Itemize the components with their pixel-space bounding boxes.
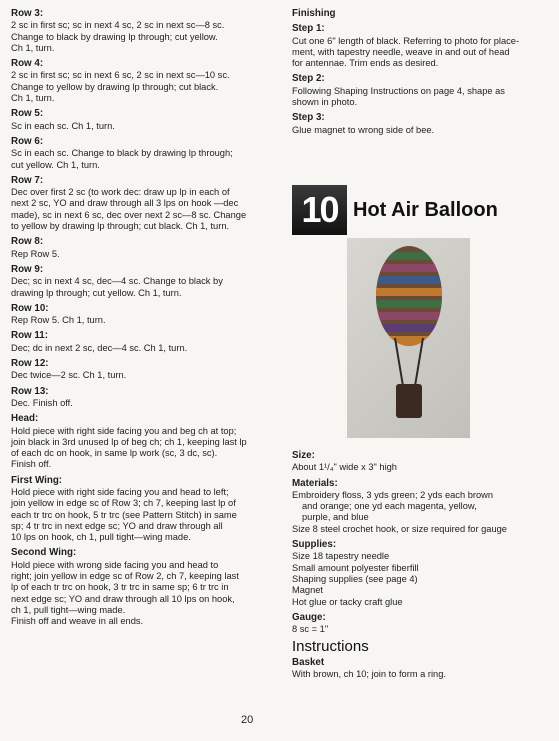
body-line: Hold piece with right side facing you and head to left; (11, 486, 229, 497)
body-line: Magnet (292, 585, 324, 596)
body-line: Glue magnet to wrong side of bee. (292, 124, 435, 135)
body-line: for antennae. Trim ends as desired. (292, 58, 439, 69)
section-heading: Supplies: (292, 539, 337, 551)
section-heading: Row 10: (11, 302, 49, 314)
body-line: Hold piece with wrong side facing you and head to (11, 559, 219, 570)
project-number: 10 (292, 185, 347, 235)
body-line: next 2 sc, YO and draw through all 3 lps on hook —dec (11, 198, 239, 209)
basket-text: With brown, ch 10; join to form a ring. (292, 669, 446, 680)
body-line: About 1¹/₄" wide x 3" high (292, 462, 397, 473)
section-heading: Row 12: (11, 358, 49, 370)
section-heading: Finishing (292, 8, 336, 19)
section-heading: Gauge: (292, 611, 326, 623)
right-column-top (292, 8, 550, 136)
body-line: join black in 3rd unused lp of beg ch; ch 1, keeping last lp (11, 436, 247, 447)
body-line: Dec. Finish off. (11, 397, 73, 408)
left-column (11, 8, 281, 628)
body-line: of each dc on hook, in same lp work (sc, 3 dc, sc). (11, 448, 218, 459)
body-line: Ch 1, turn. (11, 42, 55, 53)
body-line: Small amount polyester fiberfill (292, 562, 419, 573)
project-title (292, 185, 498, 235)
body-line: Finish off and weave in all ends. (11, 616, 144, 627)
body-line: Cut one 6" length of black. Referring to photo for place- (292, 35, 520, 46)
section-heading: Step 3: (292, 112, 325, 124)
body-line: Hot glue or tacky craft glue (292, 596, 403, 607)
section-heading: Second Wing: (11, 547, 77, 559)
body-line: Dec twice—2 sc. Ch 1, turn. (11, 370, 127, 381)
body-line: right; join yellow in edge sc of Row 2, ch 7, keeping last (11, 571, 239, 582)
section-heading: Row 4: (11, 58, 44, 70)
body-line: 2 sc in first sc; sc in next 6 sc, 2 sc in next sc—10 sc. (11, 70, 230, 81)
body-line: shown in photo. (292, 97, 358, 108)
basket-heading: Basket (292, 656, 325, 668)
right-column-bottom (292, 450, 550, 680)
body-line: 10 lps on hook, ch 1, pull tight—wing made. (11, 532, 191, 543)
body-line: each tr trc on hook, 5 tr trc (see Pattern Stitch) in same (11, 509, 237, 520)
body-line: Sc in each sc. Change to black by drawing lp through; (11, 148, 233, 159)
section-heading: Row 11: (11, 330, 49, 342)
body-line: lp of each tr trc on hook, 3 tr trc in same sp; 6 tr trc in (11, 582, 229, 593)
body-line: Rep Row 5. (11, 248, 60, 259)
body-line: Change to yellow by drawing lp through; cut black. (11, 81, 219, 92)
section-heading: Row 5: (11, 108, 44, 120)
body-line: Shaping supplies (see page 4) (292, 573, 418, 584)
body-line: cut yellow. Ch 1, turn. (11, 159, 100, 170)
body-line: Hold piece with right side facing you and beg ch at top; (11, 425, 237, 436)
body-line: next edge sc; YO and draw through all 10 lps on hook, (11, 593, 235, 604)
body-line: Dec over first 2 sc (to work dec: draw up lp in each of (11, 187, 230, 198)
body-line: Finish off. (11, 459, 52, 470)
section-heading: First Wing: (11, 474, 63, 486)
body-line: Dec; sc in next 4 sc, dec—4 sc. Change to black by (11, 276, 223, 287)
page-number: 20 (241, 714, 254, 726)
body-line: Change to black by drawing lp through; cut yellow. (11, 31, 218, 42)
balloon-photo (347, 238, 470, 438)
body-line: Dec; dc in next 2 sc, dec—4 sc. Ch 1, turn. (11, 342, 188, 353)
body-line: Size 8 steel crochet hook, or size required for gauge (292, 523, 507, 534)
body-line: ment, with tapestry needle, weave in and out of head (292, 46, 510, 57)
section-heading: Size: (292, 450, 315, 461)
section-heading: Row 8: (11, 236, 44, 248)
instructions-heading: Instructions (292, 638, 369, 656)
body-line: 2 sc in first sc; sc in next 4 sc, 2 sc in next sc—8 sc. (11, 20, 225, 31)
project-name: Hot Air Balloon (353, 198, 498, 221)
body-line: join yellow in edge sc of Row 3; ch 7, keeping last lp of (11, 498, 236, 509)
body-line: Following Shaping Instructions on page 4, shape as (292, 85, 505, 96)
body-line: Sc in each sc. Ch 1, turn. (11, 120, 115, 131)
section-heading: Row 13: (11, 385, 49, 397)
body-line: to yellow by drawing lp through; cut black. Ch 1, turn. (11, 221, 230, 232)
body-line: purple, and blue (302, 512, 369, 523)
body-line: ch 1, pull tight—wing made. (11, 604, 126, 615)
section-heading: Step 2: (292, 73, 325, 85)
body-line: Rep Row 5. Ch 1, turn. (11, 315, 106, 326)
section-heading: Head: (11, 413, 39, 425)
section-heading: Row 3: (11, 8, 44, 19)
body-line: and orange; one yd each magenta, yellow, (302, 501, 477, 512)
body-line: drawing lp through; cut yellow. Ch 1, turn. (11, 287, 182, 298)
section-heading: Materials: (292, 477, 338, 489)
body-line: Embroidery floss, 3 yds green; 2 yds each brown (292, 489, 494, 500)
section-heading: Row 6: (11, 135, 44, 147)
section-heading: Row 9: (11, 263, 44, 275)
section-heading: Row 7: (11, 174, 44, 186)
body-line: Size 18 tapestry needle (292, 551, 390, 562)
body-line: made), sc in next 6 sc, dec over next 2 sc—8 sc. Change (11, 209, 247, 220)
body-line: Ch 1, turn. (11, 93, 55, 104)
body-line: sp; 4 tr trc in next edge sc; YO and draw through all (11, 520, 223, 531)
body-line: 8 sc = 1" (292, 624, 329, 635)
section-heading: Step 1: (292, 23, 325, 35)
